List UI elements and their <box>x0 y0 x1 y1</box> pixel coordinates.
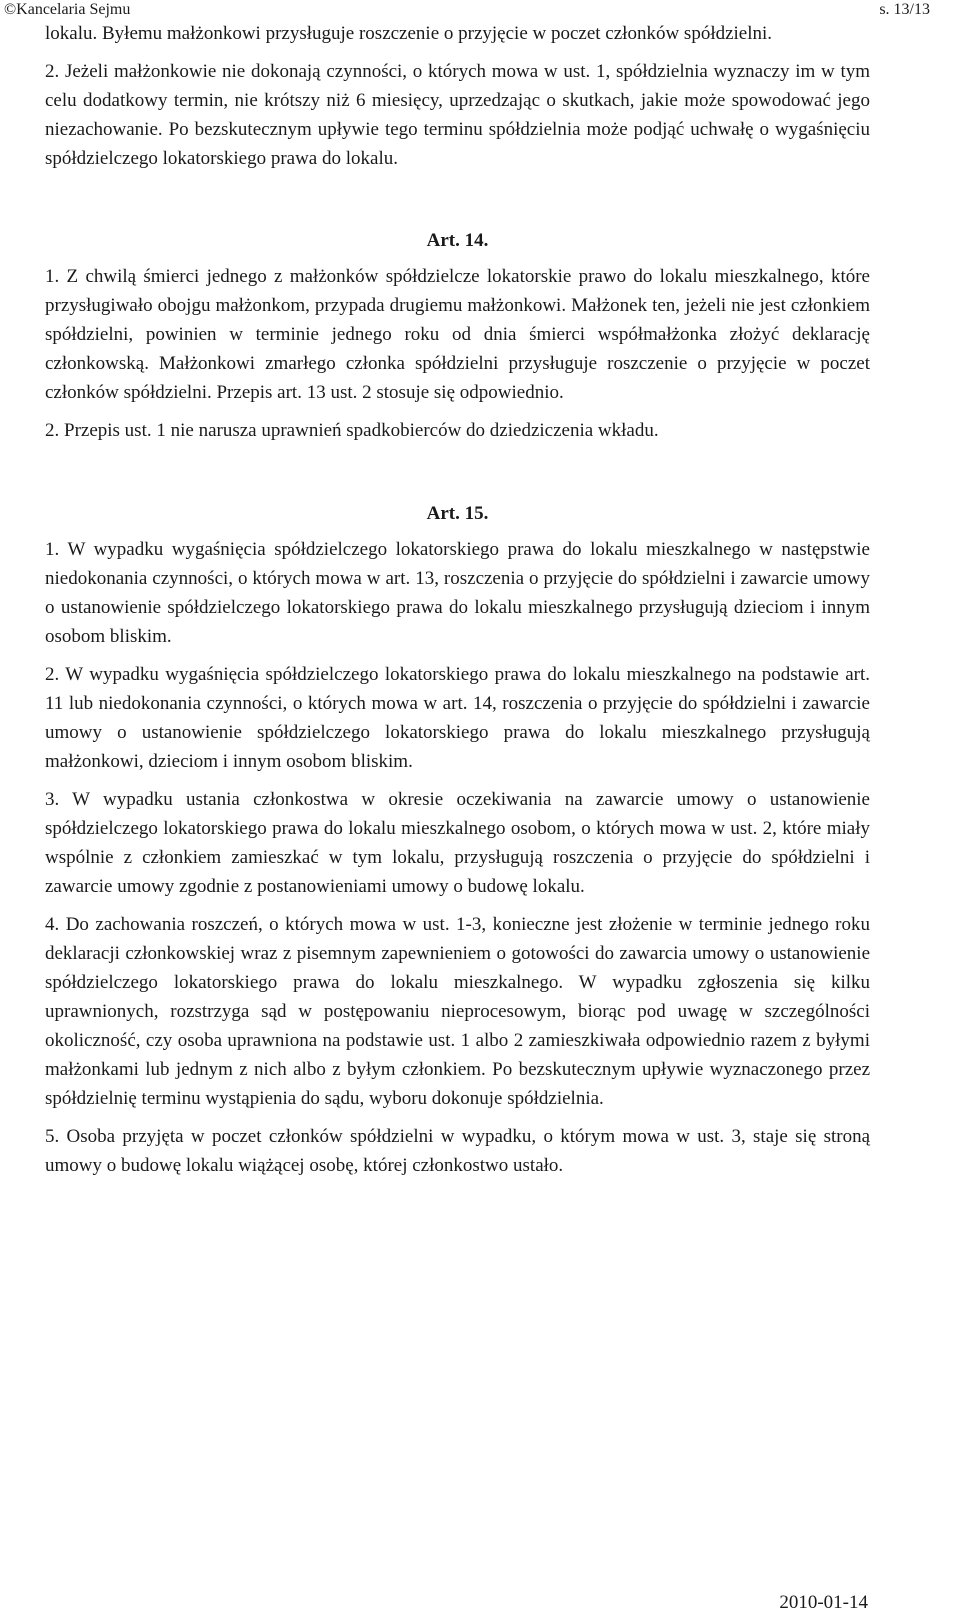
continuation-paragraph: lokalu. Byłemu małżonkowi przysługuje roszczenie o przyjęcie w poczet członków spółdzielni. <box>45 23 773 44</box>
document-date: 2010-01-14 <box>779 1592 868 1613</box>
article-15-title: Art. 15. <box>426 503 489 524</box>
article-15-paragraph-5: 5. Osoba przyjęta w poczet członków spółdzielni w wypadku, o którym mowa w ust. 3, staje się stroną umowy o budowę lokalu wiążącej osobę, której członkostwo ustało. <box>45 1126 870 1176</box>
article-15-paragraph-3: 3. W wypadku ustania członkostwa w okresie oczekiwania na zawarcie umowy o ustanowienie spółdzielczego lokatorskiego prawa do lokalu mieszkalnego osobom, o których mowa w ust. 2, które miały wspólnie z członkiem zamieszkać w tym lokalu, przysługują roszczenia o przyjęcie do spółdzielni i zawarcie umowy zgodnie z postanowieniami umowy o budowę lokalu. <box>45 789 870 897</box>
article-15-paragraph-2: 2. W wypadku wygaśnięcia spółdzielczego lokatorskiego prawa do lokalu mieszkalnego na podstawie art. 11 lub niedokonania czynności, o których mowa w art. 14, roszczenia o przyjęcie do spółdzielni i zawarcie umowy o ustanowienie spółdzielczego lokatorskiego prawa do lokalu mieszkalnego przysługują małżonkowi, dzieciom i innym osobom bliskim. <box>45 664 870 772</box>
article-15-paragraph-4: 4. Do zachowania roszczeń, o których mowa w ust. 1-3, konieczne jest złożenie w terminie jednego roku deklaracji członkowskiej wraz z pisemnym zapewnieniem o gotowości do zawarcia umowy o ustanowienie spółdzielczego lokatorskiego prawa do lokalu mieszkalnego. W wypadku zgłoszenia się kilku uprawnionych, rozstrzyga sąd w postępowaniu nieprocesowym, biorąc pod uwagę w szczególności okoliczność, czy osoba uprawniona na podstawie ust. 1 albo 2 zamieszkiwała odpowiednio razem z byłymi małżonkami lub jednym z nich albo z byłym członkiem. Po bezskutecznym upływie wyznaczonego przez spółdzielnię terminu wystąpienia do sądu, wyboru dokonuje spółdzielnia. <box>45 914 870 1109</box>
article-14-paragraph-1: 1. Z chwilą śmierci jednego z małżonków spółdzielcze lokatorskie prawo do lokalu mieszkalnego, które przysługiwało obojgu małżonkom, przypada drugiemu małżonkowi. Małżonek ten, jeżeli nie jest członkiem spółdzielni, powinien w terminie jednego roku od dnia śmierci współmałżonka złożyć deklarację członkowską. Małżonkowi zmarłego członka spółdzielni przysługuje roszczenie o przyjęcie w poczet członków spółdzielni. Przepis art. 13 ust. 2 stosuje się odpowiednio. <box>45 266 870 403</box>
article-14-title: Art. 14. <box>426 230 489 251</box>
paragraph-2: 2. Jeżeli małżonkowie nie dokonają czynności, o których mowa w ust. 1, spółdzielnia wyznaczy im w tym celu dodatkowy termin, nie krótszy niż 6 miesięcy, uprzedzając o skutkach, jakie może spowodować jego niezachowanie. Po bezskutecznym upływie tego terminu spółdzielnia może podjąć uchwałę o wygaśnięciu spółdzielczego lokatorskiego prawa do lokalu. <box>45 61 870 169</box>
article-14-paragraph-2: 2. Przepis ust. 1 nie narusza uprawnień spadkobierców do dziedziczenia wkładu. <box>45 420 659 441</box>
page-number: s. 13/13 <box>879 1 930 18</box>
publisher-label: ©Kancelaria Sejmu <box>4 1 131 18</box>
document-body <box>45 19 870 1180</box>
article-15-paragraph-1: 1. W wypadku wygaśnięcia spółdzielczego lokatorskiego prawa do lokalu mieszkalnego w następstwie niedokonania czynności, o których mowa w art. 13, roszczenia o przyjęcie do spółdzielni i zawarcie umowy o ustanowienie spółdzielczego lokatorskiego prawa do lokalu mieszkalnego przysługują dzieciom i innym osobom bliskim. <box>45 539 870 647</box>
